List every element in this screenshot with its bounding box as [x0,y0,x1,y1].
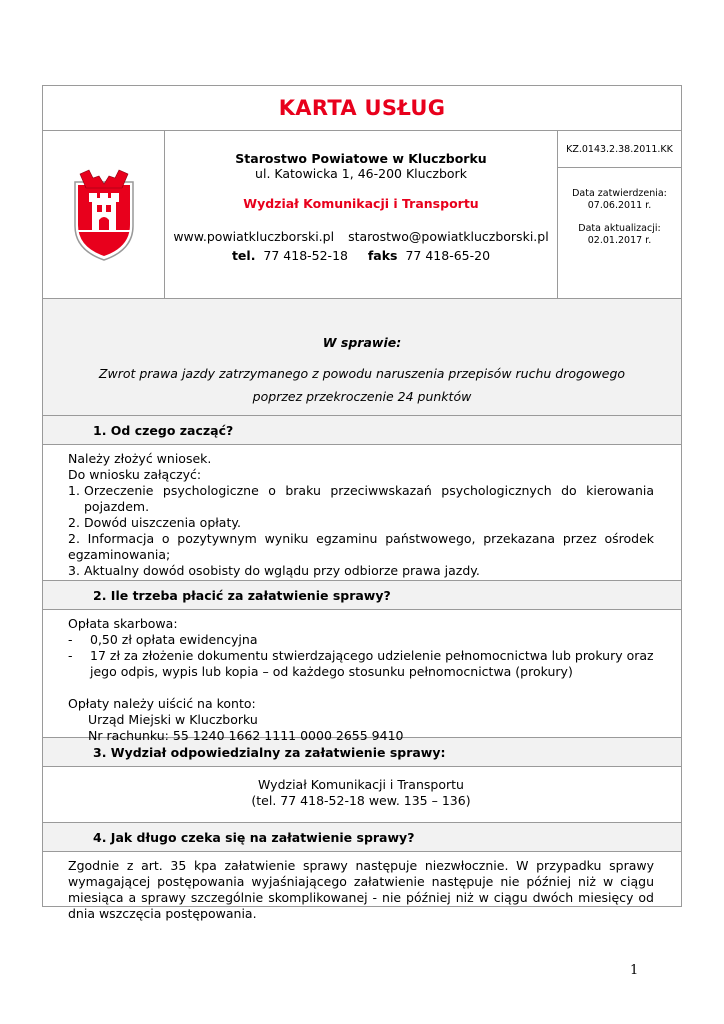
section-3-heading: 3. Wydział odpowiedzialny za załatwienie sprawy: [43,738,681,767]
list-item: 2. Informacja o pozytywnym wyniku egzaminu państwowego, przekazana przez ośrodek egzaminowania; [68,531,654,562]
coat-of-arms-icon [72,168,136,262]
list-number: 2. [68,515,80,530]
matter-section [43,299,681,416]
fee-text: 17 zł za złożenie dokumentu stwierdzającego udzielenie pełnomocnictwa lub prokury oraz jego odpis, wypis lub kopia – od każdego stosunku pełnomocnictwa (prokury) [90,648,654,679]
office-name: Starostwo Powiatowe w Kluczborku [235,151,487,166]
approval-label: Data zatwierdzenia: [572,188,667,199]
section-2-body [43,610,681,743]
section-1-heading: 1. Od czego zacząć? [43,416,681,445]
tel-number: 77 418-52-18 [263,248,348,263]
section-4-body: Zgodnie z art. 35 kpa załatwienie sprawy następuje niezwłocznie. W przypadku sprawy wymagającej postępowania wyjaśniającego załatwienie następuje nie później niż w ciągu miesiąca a sprawy szczególnie skomplikowanej - nie później niż w ciągu dwóch miesięcy od dnia wszczęcia postępowania. [68,858,654,921]
fax-label: faks [367,248,398,263]
matter-text: Zwrot prawa jazdy zatrzymanego z powodu naruszenia przepisów ruchu drogowego poprzez przekroczenie 24 punktów [98,366,626,404]
approval-date: 07.06.2011 r. [587,200,652,211]
update-date: 02.01.2017 r. [587,235,652,246]
section-1-body [43,445,681,581]
office-address: ul. Katowicka 1, 46-200 Kluczbork [255,166,467,181]
office-info [165,131,558,298]
dash: - [68,648,73,663]
page-title: KARTA USŁUG [278,96,446,120]
fax-number: 77 418-65-20 [405,248,491,263]
section-2-heading: 2. Ile trzeba płacić za załatwienie sprawy? [43,581,681,610]
dash: - [68,632,73,647]
section-1-intro: Należy złożyć wniosek. [68,451,212,466]
website-link[interactable]: www.powiatkluczborski.pl [173,229,335,244]
list-text: Orzeczenie psychologiczne o braku przeciwwskazań psychologicznych do kierowania pojazdem. [84,483,654,514]
department-name: Wydział Komunikacji i Transportu [258,777,464,792]
section-1-attach: Do wniosku załączyć: [68,467,202,482]
header-row [43,131,681,299]
crest-cell [43,131,165,298]
list-text: Dowód uiszczenia opłaty. [84,515,241,530]
email-link[interactable]: starostwo@powiatkluczborski.pl [348,229,549,244]
fee-item [68,648,654,680]
list-number: 1. [68,483,80,498]
title-row [43,86,681,131]
section-3-body [43,767,681,823]
page-number: 1 [630,963,639,978]
service-card [42,85,682,921]
fee-text: 0,50 zł opłata ewidencyjna [90,632,258,647]
fee-label: Opłata skarbowa: [68,616,178,631]
account-number: Nr rachunku: 55 1240 1662 1111 0000 2655 9410 [88,728,404,743]
list-item [68,563,654,579]
list-text: Aktualny dowód osobisty do wglądu przy odbiorze prawa jazdy. [84,563,480,578]
account-label: Opłaty należy uiścić na konto: [68,696,256,711]
tel-label: tel. [231,248,256,263]
update-label: Data aktualizacji: [578,223,661,234]
list-item [68,515,654,531]
document-meta [558,131,681,298]
document-code: KZ.0143.2.38.2011.KK [558,131,681,168]
list-number: 3. [68,563,80,578]
matter-label: W sprawie: [322,335,402,350]
department-phone: (tel. 77 418-52-18 wew. 135 – 136) [251,793,471,808]
list-item [68,483,654,515]
account-holder: Urząd Miejski w Kluczborku [88,712,258,727]
section-4-heading: 4. Jak długo czeka się na załatwienie sprawy? [43,823,681,852]
fee-item [68,632,654,648]
office-department: Wydział Komunikacji i Transportu [243,196,479,211]
